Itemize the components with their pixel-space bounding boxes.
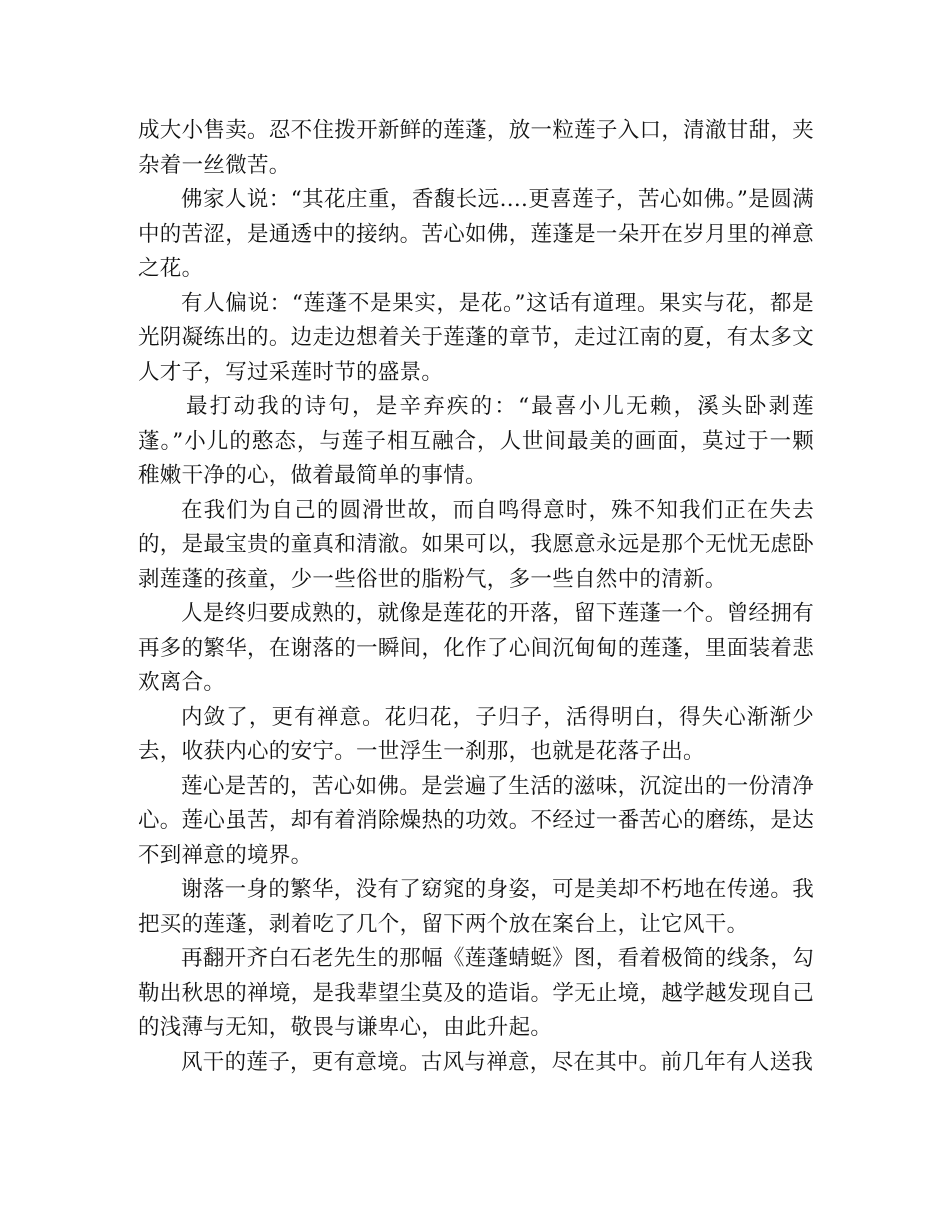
article-body — [138, 114, 814, 1080]
paragraph-bitter-heart: 莲心是苦的，苦心如佛。是尝遍了生活的滋味，沉淀出的一份清净心。莲心虽苦，却有着消除燥热的功效。不经过一番苦心的磨练，是达不到禅意的境界。 — [138, 773, 814, 868]
paragraph-dried-lotus: 谢落一身的繁华，没有了窈窕的身姿，可是美却不朽地在传递。我把买的莲蓬，剥着吃了几个，留下两个放在案台上，让它风干。 — [138, 877, 814, 937]
paragraph-continuation: 成大小售卖。忍不住拨开新鲜的莲蓬，放一粒莲子入口，清澈甘甜，夹杂着一丝微苦。 — [138, 118, 814, 178]
paragraph-xin-qiji-poem: 最打动我的诗句，是辛弃疾的：“最喜小儿无赖，溪头卧剥莲蓬。”小儿的憨态，与莲子相互融合，人世间最美的画面，莫过于一颗稚嫩干净的心，做着最简单的事情。 — [138, 394, 814, 488]
paragraph-maturity: 人是终归要成熟的，就像是莲花的开落，留下莲蓬一个。曾经拥有再多的繁华，在谢落的一瞬间，化作了心间沉甸甸的莲蓬，里面装着悲欢离合。 — [138, 601, 814, 695]
paragraph-lotus-is-flower: 有人偏说：“莲蓬不是果实，是花。”这话有道理。果实与花，都是光阴凝练出的。边走边想着关于莲蓬的章节，走过江南的夏，有太多文人才子，写过采莲时节的盛景。 — [138, 290, 814, 385]
paragraph-childhood-innocence: 在我们为自己的圆滑世故，而自鸣得意时，殊不知我们正在失去的，是最宝贵的童真和清澈。如果可以，我愿意永远是那个无忧无虑卧剥莲蓬的孩童，少一些俗世的脂粉气，多一些自然中的清新。 — [138, 497, 814, 592]
paragraph-buddhist-saying: 佛家人说：“其花庄重，香馥长远....更喜莲子，苦心如佛。”是圆满中的苦涩，是通透中的接纳。苦心如佛，莲蓬是一朵开在岁月里的禅意之花。 — [138, 187, 814, 281]
paragraph-qi-baishi-painting: 再翻开齐白石老先生的那幅《莲蓬蜻蜓》图，看着极简的线条，勾勒出秋思的禅境，是我辈望尘莫及的造诣。学无止境，越学越发现自己的浅薄与无知，敬畏与谦卑心，由此升起。 — [138, 946, 814, 1040]
paragraph-restraint: 内敛了，更有禅意。花归花，子归子，活得明白，得失心渐渐少去，收获内心的安宁。一世浮生一刹那，也就是花落子出。 — [138, 704, 814, 764]
paragraph-dried-seeds: 风干的莲子，更有意境。古风与禅意，尽在其中。前几年有人送我 — [181, 1049, 814, 1075]
